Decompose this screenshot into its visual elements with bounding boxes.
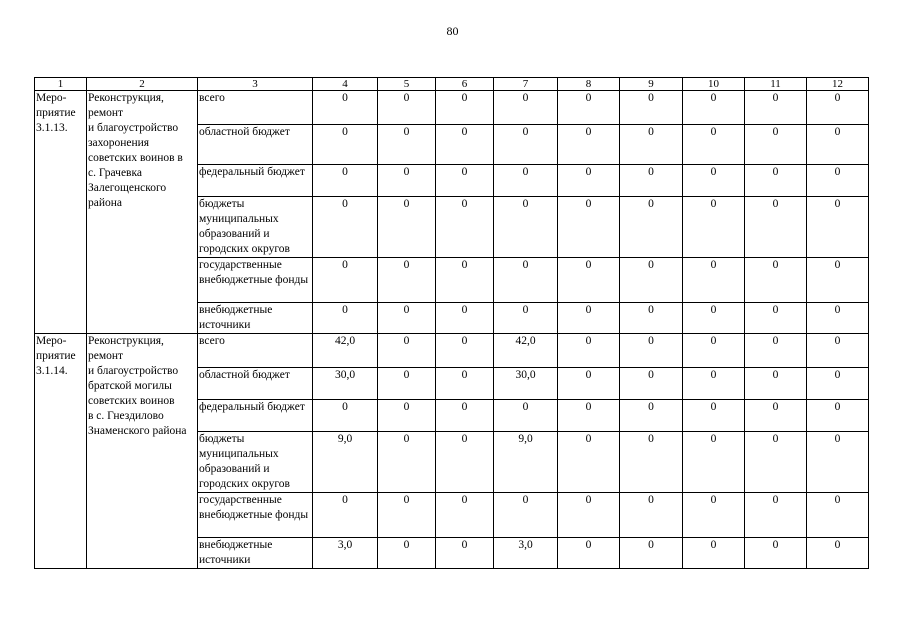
value-cell: 0 [313,197,378,258]
value-cell: 0 [313,258,378,303]
activity-name-line: ремонт [88,350,124,362]
value-cell: 0 [436,303,494,334]
activity-name-line: и благоустройство [88,122,179,134]
value-cell: 0 [683,493,745,538]
value-cell: 0 [494,493,558,538]
budget-table [34,77,869,569]
value-cell: 0 [620,197,683,258]
value-cell: 0 [436,258,494,303]
value-cell: 0 [558,197,620,258]
value-cell: 0 [378,334,436,368]
value-cell: 0 [558,258,620,303]
activity-name-cell [87,91,198,334]
value-cell: 0 [436,165,494,197]
activity-cell [35,91,87,334]
value-cell: 0 [620,91,683,125]
value-cell: 0 [494,258,558,303]
activity-name-line: и благоустройство [88,365,179,377]
value-cell: 0 [683,303,745,334]
value-cell: 0 [313,400,378,432]
value-cell: 0 [313,125,378,165]
value-cell: 0 [313,91,378,125]
activity-line: Меро- [36,335,67,347]
value-cell: 0 [436,493,494,538]
value-cell: 0 [378,197,436,258]
value-cell: 0 [436,400,494,432]
value-cell: 0 [378,258,436,303]
value-cell: 0 [683,197,745,258]
value-cell: 0 [620,493,683,538]
activity-name-line: Знаменского района [88,425,187,437]
value-cell: 0 [745,493,807,538]
column-header-11: 11 [745,78,807,91]
value-cell: 0 [807,493,869,538]
value-cell: 0 [807,303,869,334]
value-cell: 0 [745,334,807,368]
activity-name-line: с. Грачевка [88,167,143,179]
value-cell: 0 [807,197,869,258]
value-cell: 0 [683,125,745,165]
column-header-8: 8 [558,78,620,91]
value-cell: 0 [494,400,558,432]
column-header-4: 4 [313,78,378,91]
value-cell: 0 [558,368,620,400]
value-cell: 0 [494,303,558,334]
value-cell: 0 [620,400,683,432]
value-cell: 0 [620,334,683,368]
value-cell: 0 [313,303,378,334]
funding-source-cell: бюджеты муниципальных образований и городских округов [198,197,313,258]
value-cell: 0 [683,91,745,125]
header-row [35,78,869,91]
value-cell: 0 [558,334,620,368]
activity-name-line: ремонт [88,107,124,119]
value-cell: 0 [745,538,807,569]
value-cell: 0 [378,400,436,432]
activity-name-line: захоронения [88,137,150,149]
value-cell: 0 [807,400,869,432]
funding-source-cell: государственные внебюджетные фонды [198,493,313,538]
funding-source-cell: всего [198,91,313,125]
value-cell: 0 [378,303,436,334]
value-cell: 0 [807,368,869,400]
value-cell: 0 [436,334,494,368]
value-cell: 0 [558,303,620,334]
value-cell: 42,0 [494,334,558,368]
activity-line: 3.1.14. [36,365,68,377]
activity-name-line: района [88,197,123,209]
value-cell: 0 [436,197,494,258]
value-cell: 0 [807,334,869,368]
value-cell: 0 [436,91,494,125]
funding-source-cell: областной бюджет [198,125,313,165]
value-cell: 42,0 [313,334,378,368]
value-cell: 3,0 [494,538,558,569]
value-cell: 0 [745,368,807,400]
funding-source-cell: федеральный бюджет [198,400,313,432]
funding-source-cell: всего [198,334,313,368]
value-cell: 0 [494,125,558,165]
value-cell: 9,0 [494,432,558,493]
activity-name-line: советских воинов [88,395,175,407]
value-cell: 0 [683,538,745,569]
column-header-9: 9 [620,78,683,91]
value-cell: 0 [620,432,683,493]
value-cell: 0 [683,334,745,368]
value-cell: 0 [378,91,436,125]
column-header-6: 6 [436,78,494,91]
value-cell: 0 [745,258,807,303]
value-cell: 0 [807,125,869,165]
activity-line: 3.1.13. [36,122,68,134]
value-cell: 0 [683,400,745,432]
value-cell: 0 [620,165,683,197]
value-cell: 0 [313,493,378,538]
value-cell: 0 [378,493,436,538]
value-cell: 0 [558,432,620,493]
column-header-12: 12 [807,78,869,91]
page-number: 80 [446,24,459,38]
column-header-1: 1 [35,78,87,91]
value-cell: 0 [620,538,683,569]
funding-source-cell: внебюджетные источники [198,538,313,569]
activity-name-line: в с. Гнездилово [88,410,164,422]
value-cell: 0 [745,400,807,432]
funding-source-cell: государственные внебюджетные фонды [198,258,313,303]
funding-source-cell: бюджеты муниципальных образований и городских округов [198,432,313,493]
funding-source-cell: областной бюджет [198,368,313,400]
value-cell: 0 [494,91,558,125]
value-cell: 0 [313,165,378,197]
value-cell: 0 [807,258,869,303]
value-cell: 0 [558,91,620,125]
value-cell: 0 [558,165,620,197]
value-cell: 0 [436,538,494,569]
value-cell: 0 [807,165,869,197]
activity-name-cell [87,334,198,569]
funding-source-cell: федеральный бюджет [198,165,313,197]
value-cell: 0 [620,125,683,165]
table-row [35,91,869,125]
value-cell: 0 [378,125,436,165]
value-cell: 0 [620,303,683,334]
value-cell: 0 [558,125,620,165]
value-cell: 0 [436,125,494,165]
value-cell: 0 [807,91,869,125]
value-cell: 0 [745,432,807,493]
value-cell: 0 [378,165,436,197]
activity-line: Меро- [36,92,67,104]
column-header-10: 10 [683,78,745,91]
value-cell: 0 [683,368,745,400]
value-cell: 0 [378,538,436,569]
activity-line: приятие [36,350,76,362]
value-cell: 0 [378,368,436,400]
activity-name-line: советских воинов в [88,152,183,164]
value-cell: 0 [436,368,494,400]
value-cell: 3,0 [313,538,378,569]
value-cell: 0 [745,303,807,334]
activity-cell [35,334,87,569]
value-cell: 0 [558,400,620,432]
value-cell: 0 [378,432,436,493]
activity-name-line: Залегощенского [88,182,167,194]
value-cell: 0 [436,432,494,493]
value-cell: 0 [807,432,869,493]
table-row [35,334,869,368]
value-cell: 0 [494,165,558,197]
activity-name-line: Реконструкция, [88,335,164,347]
value-cell: 0 [558,493,620,538]
value-cell: 30,0 [494,368,558,400]
value-cell: 0 [494,197,558,258]
value-cell: 0 [620,368,683,400]
value-cell: 0 [745,125,807,165]
column-header-3: 3 [198,78,313,91]
value-cell: 9,0 [313,432,378,493]
column-header-2: 2 [87,78,198,91]
value-cell: 0 [745,91,807,125]
value-cell: 0 [620,258,683,303]
column-header-5: 5 [378,78,436,91]
column-header-7: 7 [494,78,558,91]
activity-line: приятие [36,107,76,119]
value-cell: 0 [745,165,807,197]
value-cell: 0 [807,538,869,569]
value-cell: 0 [745,197,807,258]
funding-source-cell: внебюджетные источники [198,303,313,334]
value-cell: 30,0 [313,368,378,400]
value-cell: 0 [683,432,745,493]
activity-name-line: братской могилы [88,380,172,392]
value-cell: 0 [683,165,745,197]
value-cell: 0 [683,258,745,303]
value-cell: 0 [558,538,620,569]
activity-name-line: Реконструкция, [88,92,164,104]
